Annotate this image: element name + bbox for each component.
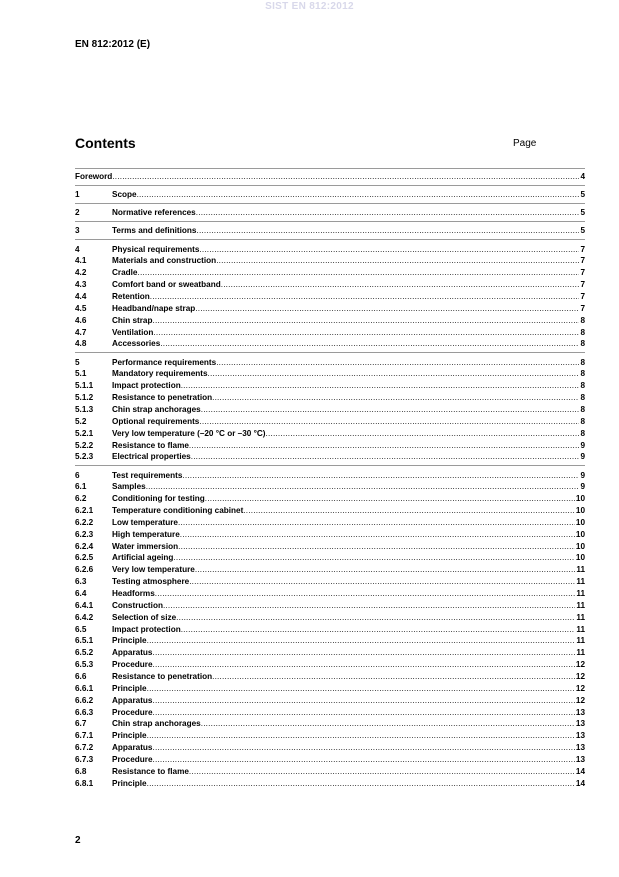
toc-entry-page: 14 bbox=[575, 766, 585, 776]
toc-entry[interactable] bbox=[75, 718, 585, 729]
toc-entry[interactable] bbox=[75, 315, 585, 326]
toc-entry-page: 8 bbox=[580, 339, 585, 349]
toc-leader-dots bbox=[147, 730, 575, 741]
toc-leader-dots bbox=[178, 517, 575, 528]
toc-leader-dots bbox=[189, 576, 575, 587]
toc-entry-page: 7 bbox=[580, 303, 585, 313]
toc-entry-title: Headband/nape strap bbox=[112, 303, 196, 313]
toc-entry-title: Foreword bbox=[75, 172, 113, 181]
toc-entry-page: 11 bbox=[576, 648, 585, 658]
toc-entry-title: Chin strap anchorages bbox=[112, 719, 201, 729]
toc-entry-title: Apparatus bbox=[112, 648, 153, 658]
toc-leader-dots bbox=[178, 541, 575, 552]
toc-entry-page: 7 bbox=[580, 256, 585, 266]
toc-entry[interactable] bbox=[75, 588, 585, 599]
toc-entry-page: 7 bbox=[580, 280, 585, 290]
toc-entry[interactable] bbox=[75, 778, 585, 789]
page-number: 2 bbox=[75, 835, 81, 846]
toc-entry[interactable] bbox=[75, 671, 585, 682]
toc-entry[interactable] bbox=[75, 707, 585, 718]
toc-entry[interactable] bbox=[75, 470, 585, 481]
toc-entry[interactable] bbox=[75, 440, 585, 451]
toc-entry-number: 6.4.2 bbox=[75, 612, 94, 622]
toc-leader-dots bbox=[201, 404, 580, 415]
toc-leader-dots bbox=[112, 171, 579, 182]
toc-entry-number: 5.1.1 bbox=[75, 381, 94, 391]
toc-entry-number: 6.7.2 bbox=[75, 743, 94, 753]
toc-entry-number: 6.8 bbox=[75, 766, 87, 776]
toc-entry-title: Testing atmosphere bbox=[112, 577, 190, 587]
toc-entry-number: 5.1 bbox=[75, 369, 87, 379]
toc-entry-page: 11 bbox=[576, 600, 585, 610]
toc-entry[interactable] bbox=[75, 267, 585, 278]
toc-divider bbox=[75, 239, 585, 240]
toc-leader-dots bbox=[196, 207, 580, 218]
toc-entry-page: 5 bbox=[580, 190, 585, 200]
toc-entry-number: 6.5.2 bbox=[75, 648, 94, 658]
toc-leader-dots bbox=[189, 766, 575, 777]
toc-entry[interactable] bbox=[75, 624, 585, 635]
toc-entry-number: 5.2.2 bbox=[75, 440, 94, 450]
toc-entry[interactable] bbox=[75, 189, 585, 200]
toc-entry-page: 8 bbox=[580, 381, 585, 391]
toc-entry-number: 5.2 bbox=[75, 416, 87, 426]
toc-entry-page: 7 bbox=[580, 292, 585, 301]
toc-entry-page: 9 bbox=[580, 452, 585, 462]
toc-entry[interactable] bbox=[75, 428, 585, 439]
toc-entry-number: 4.7 bbox=[75, 327, 87, 337]
toc-entry-number: 4.5 bbox=[75, 303, 87, 313]
toc-entry-number: 4.4 bbox=[75, 292, 87, 301]
toc-leader-dots bbox=[173, 552, 574, 563]
toc-leader-dots bbox=[216, 255, 579, 266]
toc-entry-number: 6.6.3 bbox=[75, 707, 94, 717]
toc-entry[interactable] bbox=[75, 368, 585, 379]
toc-entry-page: 8 bbox=[580, 327, 585, 337]
toc-entry-page: 13 bbox=[575, 731, 585, 741]
toc-entry-number: 2 bbox=[75, 208, 80, 218]
toc-entry-title: Apparatus bbox=[112, 695, 153, 705]
toc-entry-page: 4 bbox=[580, 172, 585, 181]
toc-entry-title: Ventilation bbox=[112, 327, 154, 337]
toc-entry-page: 11 bbox=[576, 624, 585, 634]
toc-entry-page: 10 bbox=[575, 517, 585, 527]
toc-entry[interactable] bbox=[75, 481, 585, 492]
toc-entry-title: Materials and construction bbox=[112, 256, 217, 266]
toc-entry-number: 4.8 bbox=[75, 339, 87, 349]
toc-entry-title: Chin strap anchorages bbox=[112, 404, 201, 414]
toc-leader-dots bbox=[153, 327, 579, 338]
toc-entry-number: 4.1 bbox=[75, 256, 87, 266]
toc-leader-dots bbox=[146, 481, 580, 492]
toc-entry[interactable] bbox=[75, 564, 585, 575]
toc-entry-page: 13 bbox=[575, 754, 585, 764]
toc-entry-page: 13 bbox=[575, 707, 585, 717]
toc-leader-dots bbox=[153, 754, 575, 765]
toc-entry-title: Electrical properties bbox=[112, 452, 191, 462]
toc-entry-page: 12 bbox=[575, 683, 585, 693]
toc-entry[interactable] bbox=[75, 291, 585, 302]
toc-entry-title: Principle bbox=[112, 636, 147, 646]
toc-entry-page: 7 bbox=[580, 244, 585, 254]
watermark: SIST EN 812:2012 bbox=[265, 1, 354, 12]
toc-entry[interactable] bbox=[75, 647, 585, 658]
toc-entry-page: 10 bbox=[575, 541, 585, 551]
toc-entry-number: 6.6.2 bbox=[75, 695, 94, 705]
toc-leader-dots bbox=[153, 315, 580, 326]
toc-entry[interactable] bbox=[75, 695, 585, 706]
toc-entry-page: 11 bbox=[576, 612, 585, 622]
toc-entry-title: Artificial ageing bbox=[112, 553, 174, 563]
toc-entry[interactable] bbox=[75, 338, 585, 349]
toc-entry[interactable] bbox=[75, 279, 585, 290]
toc-entry[interactable] bbox=[75, 659, 585, 670]
toc-divider bbox=[75, 168, 585, 169]
toc-entry[interactable] bbox=[75, 451, 585, 462]
toc-leader-dots bbox=[176, 612, 575, 623]
toc-leader-dots bbox=[163, 600, 575, 611]
toc-entry-page: 10 bbox=[575, 494, 585, 504]
toc-entry-page: 11 bbox=[576, 589, 585, 598]
toc-entry-number: 5.1.2 bbox=[75, 393, 94, 403]
toc-leader-dots bbox=[147, 778, 575, 789]
toc-entry-page: 8 bbox=[580, 404, 585, 414]
toc-entry-number: 6.7.3 bbox=[75, 754, 94, 764]
toc-entry-page: 14 bbox=[575, 778, 585, 788]
toc-entry-page: 11 bbox=[576, 577, 585, 587]
toc-entry-page: 13 bbox=[575, 719, 585, 729]
toc-entry[interactable] bbox=[75, 529, 585, 540]
toc-entry[interactable] bbox=[75, 766, 585, 777]
toc-entry-page: 12 bbox=[575, 695, 585, 705]
toc-entry-title: Terms and definitions bbox=[112, 226, 197, 236]
toc-entry[interactable] bbox=[75, 635, 585, 646]
toc-leader-dots bbox=[216, 357, 579, 368]
toc-entry-number: 5.2.1 bbox=[75, 428, 94, 438]
toc-entry-number: 6.1 bbox=[75, 482, 87, 492]
toc-entry[interactable] bbox=[75, 505, 585, 516]
toc-entry-title: Conditioning for testing bbox=[112, 494, 205, 504]
page-column-label: Page bbox=[513, 138, 537, 149]
toc-leader-dots bbox=[181, 624, 576, 635]
toc-entry-page: 5 bbox=[580, 208, 585, 218]
toc-entry-page: 11 bbox=[576, 565, 585, 575]
toc-entry-number: 6.7.1 bbox=[75, 731, 94, 741]
toc-entry-number: 6.6 bbox=[75, 671, 87, 681]
toc-entry-title: Procedure bbox=[112, 660, 153, 670]
toc-entry-title: Temperature conditioning cabinet bbox=[112, 506, 244, 516]
toc-leader-dots bbox=[153, 647, 576, 658]
toc-leader-dots bbox=[147, 683, 575, 694]
toc-entry-title: Very low temperature (–20 °C or –30 °C) bbox=[112, 428, 266, 438]
toc-leader-dots bbox=[181, 380, 580, 391]
toc-entry[interactable] bbox=[75, 493, 585, 504]
toc-entry-title: Resistance to penetration bbox=[112, 393, 213, 403]
toc-entry-page: 8 bbox=[580, 416, 585, 426]
toc-entry-title: Mandatory requirements bbox=[112, 369, 208, 379]
toc-entry-page: 7 bbox=[580, 268, 585, 278]
toc-entry[interactable] bbox=[75, 244, 585, 255]
toc-entry-number: 6.6.1 bbox=[75, 683, 94, 693]
toc-entry-number: 4 bbox=[75, 244, 80, 254]
toc-entry[interactable] bbox=[75, 255, 585, 266]
toc-divider bbox=[75, 203, 585, 204]
toc-entry-number: 6.7 bbox=[75, 719, 87, 729]
toc-leader-dots bbox=[137, 189, 580, 200]
toc-entry[interactable] bbox=[75, 600, 585, 611]
toc-entry[interactable] bbox=[75, 416, 585, 427]
toc-entry-page: 8 bbox=[580, 369, 585, 379]
toc-entry-page: 10 bbox=[575, 529, 585, 539]
toc-leader-dots bbox=[208, 368, 580, 379]
toc-entry-page: 10 bbox=[575, 506, 585, 516]
toc-entry-title: Optional requirements bbox=[112, 416, 200, 426]
toc-leader-dots bbox=[221, 279, 580, 290]
toc-entry-number: 6.2.4 bbox=[75, 541, 94, 551]
toc-entry-page: 8 bbox=[580, 393, 585, 403]
toc-entry-title: Resistance to flame bbox=[112, 440, 189, 450]
toc-entry-page: 9 bbox=[580, 470, 585, 480]
toc-leader-dots bbox=[189, 440, 580, 451]
toc-entry-title: Comfort band or sweatband bbox=[112, 280, 221, 290]
toc-entry-number: 6.2.1 bbox=[75, 506, 94, 516]
toc-entry-title: Resistance to flame bbox=[112, 766, 189, 776]
toc-divider bbox=[75, 185, 585, 186]
toc-entry[interactable] bbox=[75, 730, 585, 741]
toc-entry-title: Scope bbox=[112, 190, 137, 200]
toc-entry-title: Impact protection bbox=[112, 624, 181, 634]
toc-leader-dots bbox=[160, 338, 579, 349]
toc-entry[interactable] bbox=[75, 380, 585, 391]
toc-entry[interactable] bbox=[75, 541, 585, 552]
toc-divider bbox=[75, 465, 585, 466]
toc-entry-title: Water immersion bbox=[112, 541, 179, 551]
contents-title: Contents bbox=[75, 135, 136, 151]
toc-entry-number: 4.2 bbox=[75, 268, 87, 278]
toc-entry-number: 6.5.1 bbox=[75, 636, 94, 646]
toc-entry[interactable] bbox=[75, 612, 585, 623]
toc-entry-title: Chin strap bbox=[112, 315, 153, 325]
toc-leader-dots bbox=[266, 428, 580, 439]
toc-entry-page: 11 bbox=[576, 636, 585, 646]
toc-entry-number: 5.1.3 bbox=[75, 404, 94, 414]
toc-entry-title: Accessories bbox=[112, 339, 161, 349]
toc-entry-page: 9 bbox=[580, 440, 585, 450]
toc-leader-dots bbox=[212, 671, 575, 682]
toc-entry[interactable] bbox=[75, 225, 585, 236]
toc-entry-number: 6.4 bbox=[75, 589, 87, 598]
toc-entry-number: 6.5 bbox=[75, 624, 87, 634]
toc-entry-title: Principle bbox=[112, 731, 147, 741]
toc-entry-title: Procedure bbox=[112, 754, 153, 764]
toc-leader-dots bbox=[153, 742, 575, 753]
toc-entry-number: 4.3 bbox=[75, 280, 87, 290]
toc-entry[interactable] bbox=[75, 392, 585, 403]
toc-entry-number: 1 bbox=[75, 190, 80, 200]
toc-entry-title: Retention bbox=[112, 292, 150, 301]
toc-entry-title: Physical requirements bbox=[112, 244, 200, 254]
toc-entry-page: 9 bbox=[580, 482, 585, 492]
toc-entry-number: 3 bbox=[75, 226, 80, 236]
toc-entry[interactable] bbox=[75, 517, 585, 528]
toc-entry-title: Normative references bbox=[112, 208, 196, 218]
toc-entry[interactable] bbox=[75, 207, 585, 218]
toc-entry[interactable] bbox=[75, 683, 585, 694]
toc-leader-dots bbox=[155, 588, 576, 599]
toc-leader-dots bbox=[199, 416, 579, 427]
toc-entry-page: 8 bbox=[580, 428, 585, 438]
toc-leader-dots bbox=[199, 244, 579, 255]
toc-entry-title: Samples bbox=[112, 482, 146, 492]
toc-entry-number: 4.6 bbox=[75, 315, 87, 325]
toc-entry-number: 6.4.1 bbox=[75, 600, 94, 610]
toc-entry-number: 6.5.3 bbox=[75, 660, 94, 670]
toc-entry-title: Principle bbox=[112, 683, 147, 693]
toc-entry-number: 6.2.3 bbox=[75, 529, 94, 539]
toc-entry-number: 6.2.6 bbox=[75, 565, 94, 575]
toc-divider bbox=[75, 221, 585, 222]
toc-entry-number: 5 bbox=[75, 357, 80, 367]
toc-entry[interactable] bbox=[75, 742, 585, 753]
toc-entry[interactable] bbox=[75, 171, 585, 182]
toc-entry[interactable] bbox=[75, 404, 585, 415]
toc-entry-number: 5.2.3 bbox=[75, 452, 94, 462]
toc-entry-number: 6.2 bbox=[75, 494, 87, 504]
toc-entry-title: Impact protection bbox=[112, 381, 181, 391]
toc-entry-page: 12 bbox=[575, 660, 585, 670]
toc-entry-title: Headforms bbox=[112, 589, 155, 598]
toc-leader-dots bbox=[195, 303, 579, 314]
toc-leader-dots bbox=[153, 659, 575, 670]
toc-entry-page: 5 bbox=[580, 226, 585, 236]
toc-entry-page: 10 bbox=[575, 553, 585, 563]
toc-entry-number: 6 bbox=[75, 470, 80, 480]
toc-leader-dots bbox=[153, 707, 575, 718]
toc-leader-dots bbox=[182, 470, 579, 481]
toc-entry[interactable] bbox=[75, 357, 585, 368]
toc-entry-title: Very low temperature bbox=[112, 565, 195, 575]
toc-entry-title: Selection of size bbox=[112, 612, 177, 622]
toc-leader-dots bbox=[147, 635, 576, 646]
toc-leader-dots bbox=[137, 267, 579, 278]
toc-entry[interactable] bbox=[75, 303, 585, 314]
toc-entry-title: Construction bbox=[112, 600, 163, 610]
toc-leader-dots bbox=[196, 225, 579, 236]
toc-leader-dots bbox=[205, 493, 575, 504]
toc-entry[interactable] bbox=[75, 754, 585, 765]
toc-entry-number: 6.3 bbox=[75, 577, 87, 587]
toc-leader-dots bbox=[191, 451, 580, 462]
toc-divider bbox=[75, 352, 585, 353]
toc-entry-title: Principle bbox=[112, 778, 147, 788]
toc-entry-number: 6.2.5 bbox=[75, 553, 94, 563]
toc-entry-page: 8 bbox=[580, 315, 585, 325]
toc-entry-title: Low temperature bbox=[112, 517, 178, 527]
toc-entry-title: Performance requirements bbox=[112, 357, 217, 367]
toc-entry-title: Procedure bbox=[112, 707, 153, 717]
toc-entry-title: Resistance to penetration bbox=[112, 671, 213, 681]
toc-leader-dots bbox=[201, 718, 575, 729]
toc-entry-title: Test requirements bbox=[112, 470, 183, 480]
document-id: EN 812:2012 (E) bbox=[75, 39, 151, 50]
toc-leader-dots bbox=[153, 695, 575, 706]
toc-entry[interactable] bbox=[75, 576, 585, 587]
toc-entry-number: 6.8.1 bbox=[75, 778, 94, 788]
toc-entry-page: 12 bbox=[575, 671, 585, 681]
toc-leader-dots bbox=[195, 564, 576, 575]
toc-entry-number: 6.2.2 bbox=[75, 517, 94, 527]
toc-leader-dots bbox=[243, 505, 575, 516]
toc-entry-page: 13 bbox=[575, 743, 585, 753]
toc-entry-title: Apparatus bbox=[112, 743, 153, 753]
toc-entry[interactable] bbox=[75, 552, 585, 563]
toc-entry[interactable] bbox=[75, 327, 585, 338]
toc-entry-title: Cradle bbox=[112, 268, 138, 278]
toc-leader-dots bbox=[180, 529, 575, 540]
toc-leader-dots bbox=[150, 291, 580, 302]
toc-entry-page: 8 bbox=[580, 357, 585, 367]
toc-leader-dots bbox=[212, 392, 579, 403]
toc-entry-title: High temperature bbox=[112, 529, 180, 539]
